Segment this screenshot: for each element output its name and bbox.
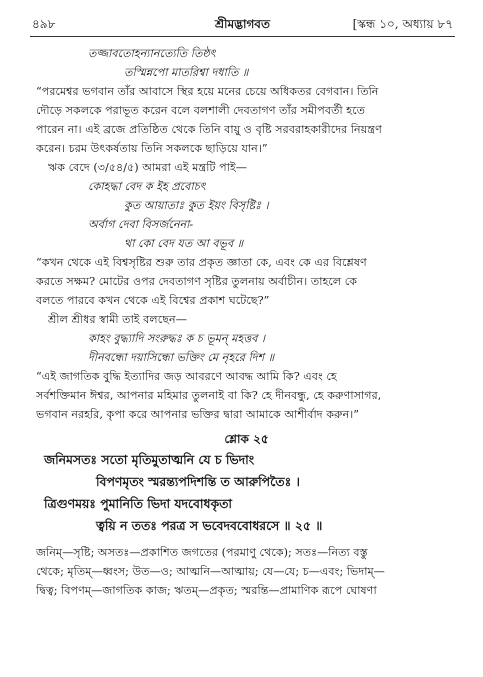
verse-line: ত্বয়ি ন ততঃ পরত্র স ভবেদববোধরসে ॥ ২৫ ॥ — [96, 518, 323, 533]
header-divider — [30, 36, 455, 37]
quote-line: অর্বাগ দেবা বিসর্জনেনা- — [88, 218, 194, 231]
rig-veda-reference: ঋক বেদে (৩/৫৪/৫) আমরা এই মন্ত্রটি পাই— — [48, 161, 247, 174]
sloka-heading: শ্লোক ২৫ — [224, 432, 269, 446]
synonyms-line: দ্বিত্ব; বিপণম্—জাগতিক কাজ; ঋতম্—প্রকৃত; স্মরন্তি—প্রামাণিক রূপে ঘোষণা — [36, 584, 377, 597]
quote-line: তজ্জাবতোহন্যানত্যেতি তিষ্ঠৎ — [88, 47, 216, 60]
paragraph-line: ভগবান নরহরি, কৃপা করে আপনার ভক্তির দ্বারা আমাকে আশীর্বাদ করুন।” — [36, 408, 360, 421]
paragraph-line: পারেন না। এই ব্রজে প্রতিষ্ঠিত থেকে তিনি বায়ু ও বৃষ্টি সরবরাহকারীদের নিয়ন্ত্রণ — [36, 123, 382, 136]
chapter-reference: [স্কন্ধ ১০, অধ্যায় ৮৭ — [352, 17, 453, 31]
quote-line: থা কো বেদ যত আ বভূব ॥ — [124, 237, 244, 250]
quote-line: কাহং বুদ্ধ্যাদি সংরুদ্ধঃ ক চ ভূমন্ মহত্তব । — [88, 332, 266, 345]
quote-line: কুত আয়াতাঃ কুত ইয়ং বিসৃষ্টিঃ । — [124, 199, 269, 212]
page-header — [32, 16, 453, 34]
book-title: শ্রীমদ্ভাগবত — [214, 17, 270, 31]
verse-line: ত্রিগুণময়ঃ পুমানিতি ভিদা যদবোধকৃতা — [44, 496, 233, 511]
paragraph-line: “পরমেশ্বর ভগবান তাঁর আবাসে স্থির হয়ে মনের চেয়ে অধিকতর বেগবান। তিনি — [36, 85, 379, 98]
paragraph-line: করেন। চরম উৎকর্ষতায় তিনি সকলকে ছাড়িয়ে যান।” — [36, 142, 268, 155]
quote-line: তস্মিন্নপো মাতরিশ্বা দধাতি ॥ — [124, 66, 249, 79]
synonyms-line: থেকে; মৃতিম্—ধ্বংস; উত—ও; আত্মনি—আত্মায়; যে—যে; চ—এবং; ভিদাম্— — [36, 565, 385, 578]
page-body — [36, 44, 457, 600]
quote-line: দীনবন্ধো দয়াসিন্ধো ভক্তিং মে নৃহরে দিশ ॥ — [88, 351, 275, 364]
page-number: ৪৯৮ — [32, 17, 56, 31]
paragraph-line: দৌড়ে সকলকে পরাভূত করেন বলে বলশালী দেবতাগণ তাঁর সমীপবর্তী হতে — [36, 104, 366, 117]
sridhar-intro: শ্রীল শ্রীধর স্বামী তাই বলছেন— — [48, 313, 187, 326]
paragraph-line: বলতে পারবে কখন থেকে এই বিশ্বের প্রকাশ ঘটেছে?” — [36, 294, 270, 307]
verse-line: বিপণমৃতং স্মরন্ত্যপদিশন্তি ত আরুপিতৈঃ । — [96, 474, 300, 489]
paragraph-line: করতে সক্ষম? মোটের ওপর দেবতাগণ সৃষ্টির তুলনায় অর্বাচীন। তাহলে কে — [36, 275, 358, 288]
synonyms-line: জনিম্—সৃষ্টি; অসতঃ—প্রকাশিত জগতের (পরমাণু থেকে); সতঃ—নিত্য বস্তু — [36, 546, 368, 559]
paragraph-line: সর্বশক্তিমান ঈশ্বর, আপনার মহিমার তুলনাই বা কি? হে দীনবন্ধু, হে করুণাসাগর, — [36, 389, 382, 402]
verse-line: জনিমসতঃ সতো মৃতিমুতাত্মনি যে চ ভিদাং — [44, 452, 255, 467]
paragraph-line: “কখন থেকে এই বিশ্বসৃষ্টির শুরু তার প্রকৃত জ্ঞাতা কে, এবং কে এর বিশ্লেষণ — [36, 256, 367, 269]
paragraph-line: “এই জাগতিক বুদ্ধি ইত্যাদির জড় আবরণে আবদ্ধ আমি কি? এবং হে — [36, 370, 337, 383]
quote-line: কোহদ্ধা বেদ ক ইহ প্রবোচৎ — [88, 180, 206, 193]
